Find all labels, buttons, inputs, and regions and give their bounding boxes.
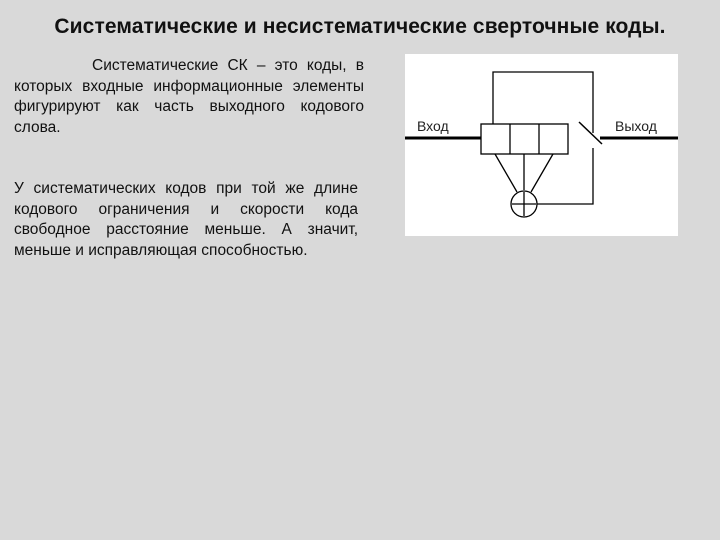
tap-1 (495, 154, 517, 192)
encoder-diagram (405, 54, 678, 236)
slide-title: Систематические и несистематические сверточные коды. (54, 15, 666, 38)
tap-3 (531, 154, 553, 192)
output-label: Выход (615, 118, 657, 134)
paragraph-definition: Систематические СК – это коды, в которых входные информационные элементы фигурируют как часть выходного кодового слова. (14, 57, 364, 136)
input-label: Вход (417, 118, 449, 134)
switch-icon (579, 122, 602, 144)
parity-path (537, 148, 593, 204)
shift-register (481, 124, 568, 154)
paragraph-note: У систематических кодов при той же длине кодового ограничения и скорости кода свободное расстояние меньше. А значит, меньше и исправляющая способностью. (14, 180, 358, 259)
encoder-diagram-svg (405, 54, 678, 236)
circle-plus-icon (511, 191, 537, 217)
